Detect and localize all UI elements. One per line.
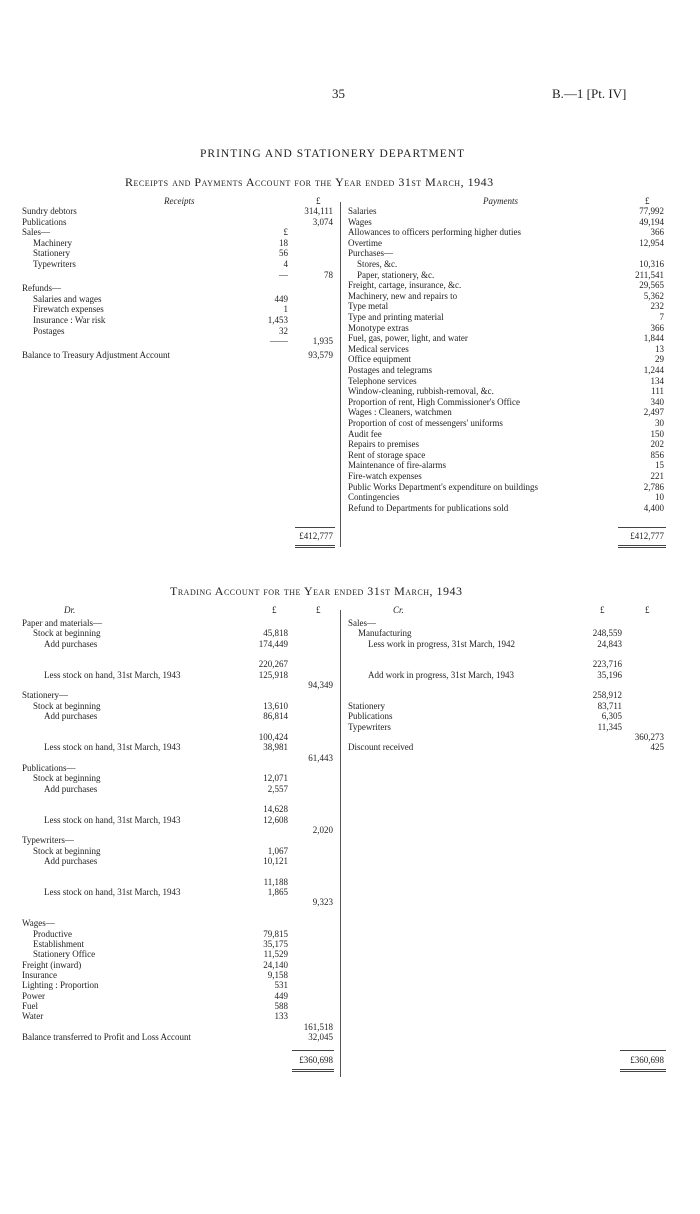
credit-label: Stationery [348, 700, 385, 711]
payment-label: Machinery, new and repairs to [348, 290, 458, 301]
debit-label: Water [22, 1011, 44, 1022]
debit-total-rule-bottom [292, 1069, 334, 1070]
payment-label: Salaries [348, 206, 377, 216]
payments-total-rule-bottom [618, 545, 666, 546]
payment-amount: 12,954 [639, 237, 664, 248]
debit-amount-2: 61,443 [308, 752, 333, 763]
debit-amount-1: 12,608 [263, 814, 288, 825]
debit-label: Stock at beginning [33, 628, 101, 639]
payment-label: Window-cleaning, rubbish-removal, &c. [348, 386, 494, 397]
payment-label: Public Works Department's expenditure on buildings [348, 481, 538, 492]
debit-label: Stock at beginning [33, 773, 101, 784]
ta-divider [340, 610, 341, 1077]
payment-label: Audit fee [348, 428, 382, 439]
debit-label: Typewriters— [22, 835, 74, 846]
debit-amount-1: 13,610 [263, 700, 288, 711]
debit-amount-1: 45,818 [263, 628, 288, 639]
payment-amount: 221 [650, 471, 664, 481]
payment-amount: 10,316 [639, 259, 664, 269]
receipt-amount-1: — [279, 269, 288, 280]
payment-amount: 1,844 [643, 333, 664, 344]
debit-amount-1: 1,067 [267, 845, 288, 856]
payments-total-rule-bottom2 [618, 547, 666, 548]
debit-amount-1: 12,071 [263, 773, 288, 784]
payment-label: Medical services [348, 343, 409, 354]
debit-amount-1: 174,449 [258, 638, 288, 649]
right-pound-2: £ [645, 605, 650, 615]
payment-amount: 15 [655, 460, 664, 471]
debit-label: Add purchases [44, 711, 98, 722]
payment-label: Monotype extras [348, 322, 409, 333]
rp-divider [340, 202, 341, 547]
debit-label: Productive [33, 928, 72, 939]
payment-amount: 29,565 [639, 280, 664, 291]
credit-amount-2: 360,273 [634, 731, 664, 742]
payment-label: Freight, cartage, insurance, &c. [348, 280, 462, 291]
left-pound-1: £ [272, 605, 277, 615]
credit-total: £360,698 [630, 1055, 664, 1065]
debit-label: Fuel [22, 1000, 39, 1011]
debit-label: Add purchases [44, 783, 98, 794]
receipts-pound: £ [316, 196, 321, 206]
payment-amount: 2,786 [643, 481, 664, 492]
debit-total-rule-bottom2 [292, 1071, 334, 1072]
payment-amount: 7 [659, 312, 664, 322]
debit-label: Wages— [22, 918, 55, 929]
payment-amount: 30 [655, 418, 664, 428]
department-title: PRINTING AND STATIONERY DEPARTMENT [200, 148, 466, 160]
payment-amount: 202 [650, 439, 664, 450]
debit-amount-1: 125,918 [258, 669, 288, 680]
debit-label: Paper and materials— [22, 618, 102, 628]
receipt-label: Refunds— [22, 283, 61, 294]
debit-label: Less stock on hand, 31st March, 1943 [44, 669, 181, 680]
debit-amount-2: 2,020 [312, 825, 333, 835]
payment-label: Stores, &c. [357, 259, 398, 269]
debit-total: £360,698 [299, 1055, 333, 1065]
debit-label: Add purchases [44, 856, 98, 867]
debit-label: Less stock on hand, 31st March, 1943 [44, 814, 181, 825]
payment-amount: 366 [650, 227, 664, 238]
receipt-label: Machinery [33, 237, 72, 248]
receipt-label: Firewatch expenses [33, 304, 104, 315]
debit-amount-1: 86,814 [263, 711, 288, 722]
receipt-amount-2: 3,074 [312, 216, 333, 227]
debit-amount-1: 10,121 [263, 856, 288, 867]
receipt-label: Postages [33, 325, 65, 336]
debit-amount-1: 24,140 [263, 959, 288, 970]
payment-label: Telephone services [348, 375, 417, 386]
receipts-total-rule-bottom2 [295, 547, 335, 548]
debit-amount-2: 161,518 [303, 1021, 333, 1032]
debit-amount-1: 220,267 [258, 659, 288, 670]
debit-amount-1: 133 [274, 1011, 288, 1022]
receipts-total-rule-top [295, 527, 335, 528]
debit-label: Establishment [33, 938, 84, 949]
credit-label: Sales— [348, 618, 376, 628]
receipts-total: £412,777 [299, 531, 333, 541]
receipt-amount-2: 93,579 [308, 349, 333, 360]
payment-label: Allowances to officers performing higher duties [348, 227, 522, 238]
debit-amount-1: 449 [274, 990, 288, 1001]
receipt-label: Sundry debtors [22, 206, 77, 216]
credit-amount-1: 24,843 [597, 638, 622, 649]
payment-label: Fire-watch expenses [348, 471, 422, 481]
receipt-amount-1: 1 [283, 304, 288, 315]
receipt-amount-1: 1,453 [267, 315, 288, 325]
payment-amount: 111 [651, 386, 664, 397]
receipt-amount-1: 56 [279, 248, 288, 259]
payment-amount: 77,992 [639, 206, 664, 216]
debit-amount-1: 1,865 [267, 887, 288, 898]
payment-amount: 340 [650, 396, 664, 407]
receipt-label: Publications [22, 216, 67, 227]
payments-total: £412,777 [630, 531, 664, 541]
payment-amount: 150 [650, 428, 664, 439]
debit-label: Balance transferred to Profit and Loss Account [22, 1032, 191, 1042]
credit-label: Typewriters [348, 721, 391, 732]
payment-amount: 49,194 [639, 216, 664, 227]
credit-amount-1: 6,305 [601, 711, 622, 722]
payment-label: Paper, stationery, &c. [357, 269, 435, 280]
receipt-amount-1: —— [270, 336, 288, 347]
payment-label: Fuel, gas, power, light, and water [348, 333, 468, 344]
trading-title: Trading Account for the Year ended 31st March, 1943 [170, 584, 463, 598]
debit-label: Stationery Office [33, 949, 96, 960]
receipt-amount-2: 78 [324, 269, 333, 280]
credit-amount-1: 223,716 [592, 659, 622, 670]
receipts-total-rule-bottom [295, 545, 335, 546]
debit-label: Stock at beginning [33, 845, 101, 856]
debit-label: Power [22, 990, 45, 1001]
page-number: 35 [332, 86, 345, 101]
receipt-label: Balance to Treasury Adjustment Account [22, 349, 170, 360]
credit-amount-1: 11,345 [597, 721, 622, 732]
left-pound-2: £ [316, 605, 321, 615]
payment-label: Overtime [348, 237, 382, 248]
debit-amount-2: 94,349 [308, 680, 333, 691]
payment-label: Purchases— [348, 248, 393, 259]
receipt-label: Typewriters [33, 259, 76, 269]
payment-label: Wages : Cleaners, watchmen [348, 407, 452, 418]
payment-amount: 366 [650, 322, 664, 333]
page-ref: B.—1 [Pt. IV] [552, 86, 627, 101]
debit-label: Freight (inward) [22, 959, 82, 970]
credit-label: Discount received [348, 742, 414, 753]
debit-amount-1: 588 [274, 1000, 288, 1011]
payment-amount: 5,362 [643, 290, 664, 301]
payment-label: Rent of storage space [348, 449, 426, 460]
receipt-amount-1: 18 [279, 237, 288, 248]
payment-amount: 10 [655, 492, 664, 503]
payment-label: Proportion of rent, High Commissioner's Office [348, 396, 520, 407]
receipt-label: Sales— [22, 227, 50, 238]
debit-amount-2: 32,045 [308, 1032, 333, 1042]
debit-label: Lighting : Proportion [22, 980, 99, 991]
receipt-amount-2: 314,111 [304, 206, 333, 216]
credit-label: Add work in progress, 31st March, 1943 [368, 669, 514, 680]
debit-amount-1: 79,815 [263, 928, 288, 939]
dr-label: Dr. [64, 605, 76, 615]
payment-amount: 856 [650, 449, 664, 460]
credit-label: Less work in progress, 31st March, 1942 [368, 638, 515, 649]
payment-amount: 1,244 [643, 365, 664, 375]
receipt-amount-1: £ [283, 227, 288, 238]
payment-label: Type metal [348, 301, 389, 312]
receipt-amount-1: 32 [279, 325, 288, 336]
debit-total-rule-top [292, 1050, 334, 1051]
payment-label: Proportion of cost of messengers' uniforms [348, 418, 503, 428]
debit-amount-1: 2,557 [267, 783, 288, 794]
payment-label: Type and printing material [348, 312, 444, 322]
payments-heading: Payments [483, 196, 518, 206]
credit-total-rule-bottom [620, 1069, 666, 1070]
credit-amount-1: 83,711 [597, 700, 622, 711]
payment-amount: 13 [655, 343, 664, 354]
debit-amount-1: 531 [274, 980, 288, 991]
payment-label: Contingencies [348, 492, 400, 503]
debit-label: Less stock on hand, 31st March, 1943 [44, 887, 181, 898]
debit-label: Stock at beginning [33, 700, 101, 711]
debit-label: Stationery— [22, 690, 68, 701]
payment-label: Repairs to premises [348, 439, 419, 450]
receipts-heading: Receipts [164, 196, 195, 206]
payment-label: Refund to Departments for publications sold [348, 502, 509, 513]
debit-amount-1: 9,158 [267, 969, 288, 980]
credit-label: Publications [348, 711, 393, 722]
payment-amount: 232 [650, 301, 664, 312]
receipt-label: Insurance : War risk [33, 315, 106, 325]
debit-amount-2: 9,323 [312, 897, 333, 908]
debit-amount-1: 11,529 [263, 949, 288, 960]
debit-amount-1: 38,981 [263, 742, 288, 753]
debit-amount-1: 35,175 [263, 938, 288, 949]
debit-amount-1: 14,628 [263, 804, 288, 815]
payment-label: Wages [348, 216, 372, 227]
credit-total-rule-top [620, 1050, 666, 1051]
credit-amount-1: 258,912 [592, 690, 622, 701]
payments-total-rule-top [618, 527, 666, 528]
payments-pound: £ [645, 196, 650, 206]
receipt-amount-1: 4 [283, 259, 288, 269]
cr-label: Cr. [393, 605, 404, 615]
debit-label: Add purchases [44, 638, 98, 649]
payment-amount: 29 [655, 354, 664, 365]
receipt-amount-2: 1,935 [312, 336, 333, 347]
payment-amount: 4,400 [643, 502, 664, 513]
credit-label: Manufacturing [358, 628, 412, 639]
debit-label: Insurance [22, 969, 57, 980]
receipt-label: Stationery [33, 248, 70, 259]
credit-total-rule-bottom2 [620, 1071, 666, 1072]
receipt-label: Salaries and wages [33, 293, 102, 304]
debit-label: Publications— [22, 762, 76, 773]
credit-amount-2: 425 [650, 742, 664, 753]
right-pound-1: £ [600, 605, 605, 615]
rp-title: Receipts and Payments Account for the Year ended 31st March, 1943 [125, 175, 494, 189]
credit-amount-1: 248,559 [592, 628, 622, 639]
payment-amount: 2,497 [643, 407, 664, 418]
payment-label: Maintenance of fire-alarms [348, 460, 446, 471]
debit-label: Less stock on hand, 31st March, 1943 [44, 742, 181, 753]
debit-amount-1: 100,424 [258, 731, 288, 742]
payment-amount: 134 [650, 375, 664, 386]
credit-amount-1: 35,196 [597, 669, 622, 680]
payment-label: Office equipment [348, 354, 412, 365]
debit-amount-1: 11,188 [263, 876, 288, 887]
payment-amount: 211,541 [635, 269, 664, 280]
receipt-amount-1: 449 [274, 293, 288, 304]
payment-label: Postages and telegrams [348, 365, 432, 375]
